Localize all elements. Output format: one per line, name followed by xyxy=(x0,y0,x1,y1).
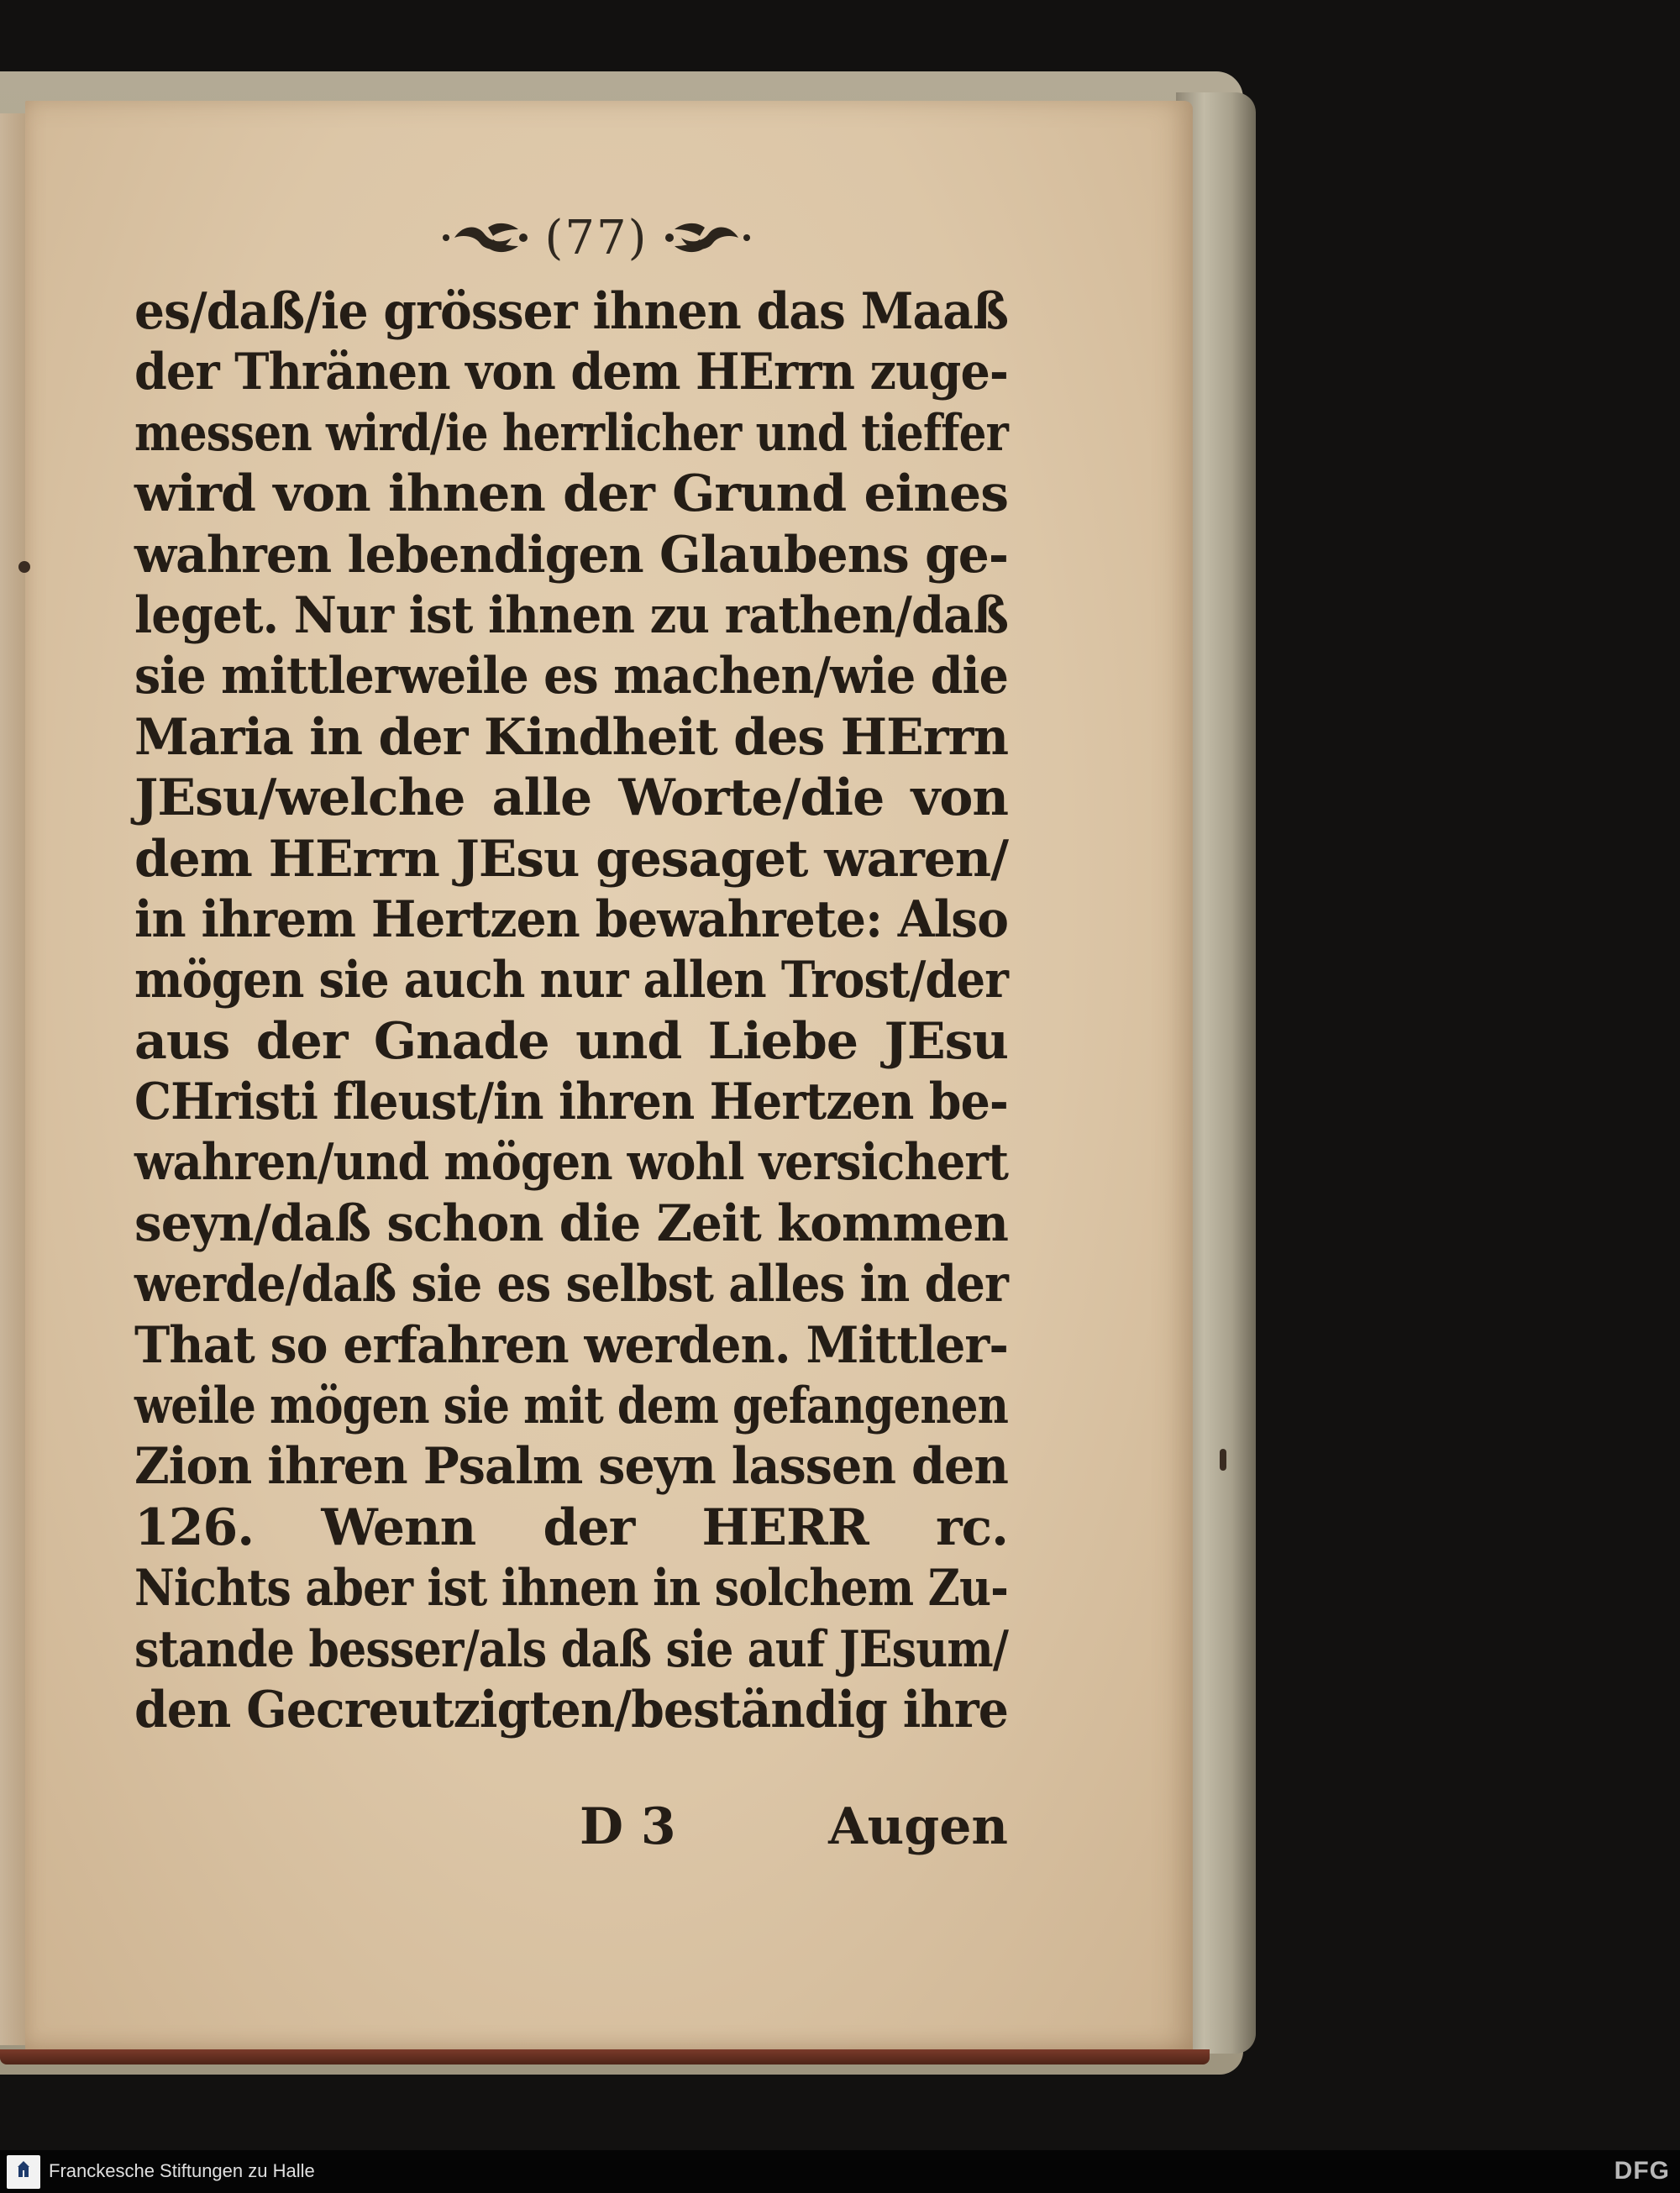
page-number: (77) xyxy=(544,210,648,265)
text-line: CHristi fleust/in ihren Hertzen be- xyxy=(134,1073,1008,1132)
building-icon xyxy=(17,2160,30,2179)
signature-mark: D 3 xyxy=(580,1797,676,1856)
text-line: in ihrem Hertzen bewahrete: Also xyxy=(134,889,1008,949)
institution-name: Franckesche Stiftungen zu Halle xyxy=(49,2160,315,2181)
text-line: Maria in der Kindheit des HErrn xyxy=(134,707,1009,767)
text-line: dem HErrn JEsu gesaget waren/ xyxy=(134,829,1009,889)
text-line: den Gecreutzigten/beständig ihre xyxy=(134,1680,1009,1739)
body-text xyxy=(134,281,1008,1740)
text-line: stande besser/als daß sie auf JEsum/ xyxy=(134,1619,1009,1679)
text-line: Nichts aber ist ihnen in solchem Zu- xyxy=(134,1559,1008,1619)
text-line: seyn/daß schon die Zeit kommen xyxy=(134,1194,1008,1253)
running-head xyxy=(361,208,832,267)
text-line: messen wird/ie herrlicher und tieffer xyxy=(134,403,1008,463)
text-line: aus der Gnade und Liebe JEsu xyxy=(134,1011,1008,1071)
text-line: That so erfahren werden. Mittler- xyxy=(134,1315,1009,1375)
text-line: 126. Wenn der HERR rc. xyxy=(134,1498,1008,1557)
text-line: JEsu/welche alle Worte/die von xyxy=(134,769,1008,828)
institution-logo-icon xyxy=(7,2155,40,2189)
text-line: werde/daß sie es selbst alles in der xyxy=(134,1255,1008,1314)
text-line: der Thränen von dem HErrn zuge- xyxy=(134,343,1009,402)
text-line: weile mögen sie mit dem gefangenen xyxy=(134,1377,1008,1436)
text-line: leget. Nur ist ihnen zu rathen/daß xyxy=(134,585,1009,645)
text-line: wahren/und mögen wohl versichert xyxy=(134,1133,1009,1193)
fleuron-right-icon xyxy=(663,219,755,256)
text-line: wird von ihnen der Grund eines xyxy=(134,464,1008,524)
binding-bottom-edge xyxy=(0,2049,1210,2064)
dfg-logo: DFG xyxy=(1614,2157,1670,2185)
text-line: wahren lebendigen Glaubens ge- xyxy=(134,525,1009,585)
text-line: Zion ihren Psalm seyn lassen den xyxy=(134,1437,1009,1497)
ink-speck xyxy=(18,561,30,573)
text-line: es/daß/ie grösser ihnen das Maaß xyxy=(134,282,1009,341)
page-footer xyxy=(134,1797,1008,1865)
fleuron-left-icon xyxy=(438,219,530,256)
ink-speck xyxy=(1220,1449,1226,1471)
viewer-footer-bar xyxy=(0,2150,1680,2193)
catchword: Augen xyxy=(828,1797,1008,1856)
text-line: sie mittlerweile es machen/wie die xyxy=(134,647,1008,706)
text-line: mögen sie auch nur allen Trost/der xyxy=(134,951,1009,1010)
